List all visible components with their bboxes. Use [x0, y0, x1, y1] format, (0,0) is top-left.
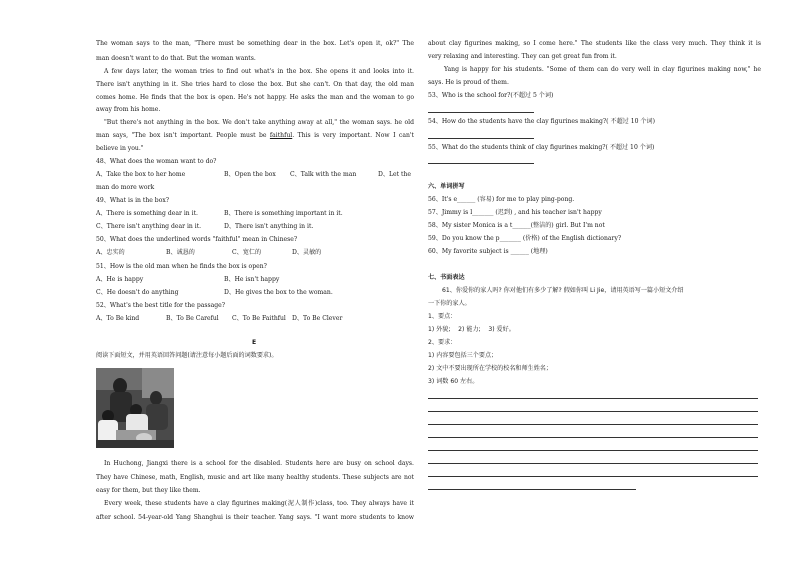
passage-d-line-9: believe in you." [96, 145, 144, 152]
question-49-option-a: A、There is something dear in it. [96, 210, 198, 217]
question-50-stem: 50、What does the underlined words "faithful" mean in Chinese? [96, 236, 298, 243]
question-48-option-a: A、Take the box to her home [96, 171, 186, 178]
question-53: 53、Who is the school for?(不超过 5 个词) [428, 92, 554, 99]
passage-e-cont-line-2: very relaxing and interesting. They can get great fun from it. [428, 53, 617, 60]
requirement-2-item-1: 1) 内容要包括三个要点； [428, 352, 498, 359]
question-48-option-d: D、Let the [378, 171, 411, 178]
question-48-option-c: C、Talk with the man [290, 171, 357, 178]
writing-prompt-line-1: 61、你爱你的家人吗? 你对他们有多少了解? 假如你叫 Li Jie，请用英语写一篇小短文介绍 [442, 287, 684, 294]
section-7-title: 七、书面表达 [428, 274, 465, 281]
writing-prompt-line-2: 一下你的家人。 [428, 300, 471, 307]
spelling-58: 58、My sister Monica is a t______(整洁的) girl. But I'm not [428, 222, 605, 229]
question-54: 54、How do the students have the clay figurines making?( 不超过 10 个词) [428, 118, 655, 125]
passage-d-line-4: There isn't anything in it. She tries hard to close the box. But she can't. On that day, the old man [96, 81, 414, 88]
question-51-option-a: A、He is happy [96, 276, 144, 283]
writing-line-5[interactable] [428, 450, 758, 451]
writing-line-7[interactable] [428, 476, 758, 477]
spelling-56: 56、It's e______ (容易) for me to play ping-pong. [428, 196, 575, 203]
question-51-option-c: C、He doesn't do anything [96, 289, 179, 296]
passage-d-line-3: A few days later, the woman tries to find out what's in the box. She opens it and looks into it. [104, 68, 414, 75]
question-52-option-b: B、To Be Careful [166, 315, 219, 322]
question-52-stem: 52、What's the best title for the passage? [96, 302, 226, 309]
answer-line-55[interactable] [428, 163, 534, 164]
requirement-2-item-3: 3) 词数 60 左右。 [428, 378, 479, 385]
question-49-option-b: B、There is something important in it. [224, 210, 343, 217]
section-6-title: 六、单词拼写 [428, 183, 465, 190]
spelling-59: 59、Do you know the p_______ (价格) of the English dictionary? [428, 235, 622, 242]
writing-line-2[interactable] [428, 411, 758, 412]
writing-line-8[interactable] [428, 489, 636, 490]
question-52-option-a: A、To Be kind [96, 315, 140, 322]
passage-d-line-5: comes home. He finds that the box is open. He's not happy. He asks the man and the woman to go [96, 94, 414, 101]
writing-line-4[interactable] [428, 437, 758, 438]
classroom-photo-illustration [96, 368, 174, 448]
underlined-word-faithful: faithful [269, 132, 293, 139]
requirement-1-points: 1) 外貌; 2) 能力; 3) 爱好。 [428, 326, 515, 333]
passage-e-line-5: after school. 54-year-old Yang Shanghui is their teacher. Yang says. "I want more students to know [96, 514, 414, 521]
question-48-stem: 48、What does the woman want to do? [96, 158, 217, 165]
question-51-option-d: D、He gives the box to the woman. [224, 289, 333, 296]
question-48-option-b: B、Open the box [224, 171, 276, 178]
question-49-stem: 49、What is in the box? [96, 197, 170, 204]
question-50-option-d: D、灵敏的 [292, 249, 322, 256]
passage-e-line-2: They have Chinese, math, English, music and art like many healthy students. These subjects are not [96, 474, 414, 481]
passage-e-cont-line-1: about clay figurines making, so I come here." The students like the class very much. They think it is [428, 40, 761, 47]
passage-e-cont-line-3: Yang is happy for his students. "Some of them can do very well in clay figurines making now," he [444, 66, 761, 73]
passage-d-line-6: away from his home. [96, 106, 161, 113]
writing-line-3[interactable] [428, 424, 758, 425]
question-49-option-d: D、There isn't anything in it. [224, 223, 314, 230]
requirement-1: 1、要点： [428, 313, 457, 320]
answer-line-54[interactable] [428, 138, 534, 139]
question-51-option-b: B、He isn't happy [224, 276, 280, 283]
requirement-2: 2、要求： [428, 339, 457, 346]
question-50-option-b: B、诚恳的 [166, 249, 195, 256]
question-48-option-d-cont: man do more work [96, 184, 155, 191]
section-e-letter: E [252, 339, 257, 346]
passage-e-line-4: Every week, these students have a clay figurines making(泥人制作)class, too. They always have it [104, 500, 414, 507]
question-55: 55、What do the students think of clay figurines making?( 不超过 10 个词) [428, 144, 655, 151]
writing-line-1[interactable] [428, 398, 758, 399]
question-52-option-d: D、To Be Clever [292, 315, 343, 322]
question-52-option-c: C、To Be Faithful [232, 315, 286, 322]
question-51-stem: 51、How is the old man when he finds the box is open? [96, 263, 267, 270]
writing-line-6[interactable] [428, 463, 758, 464]
question-49-option-c: C、There isn't anything dear in it. [96, 223, 202, 230]
passage-d-line-1: The woman says to the man, "There must be something dear in the box. Let's open it, ok?" The [96, 40, 414, 47]
requirement-2-item-2: 2) 文中不要出现所在学校的校名和师生姓名； [428, 365, 552, 372]
question-50-option-c: C、宽仁的 [232, 249, 262, 256]
answer-line-53[interactable] [428, 112, 534, 113]
classroom-photo [96, 368, 174, 448]
passage-d-line-8: man says, "The box isn't important. People must be faithful. This is very important. Now I can't [96, 132, 414, 139]
spelling-60: 60、My favorite subject is ______ (地理) [428, 248, 548, 255]
passage-e-line-3: easy for them, but they like them. [96, 487, 201, 494]
section-e-instructions: 阅读下面短文，并用英语回答问题(请注意每小题后面的词数要求)。 [96, 352, 278, 359]
passage-d-line-2: man doesn't want to do that. But the woman wants. [96, 55, 256, 62]
question-50-option-a: A、忠实的 [96, 249, 125, 256]
passage-e-cont-line-4: says. He is proud of them. [428, 79, 509, 86]
passage-d-line-7: "But there's not anything in the box. We don't take anything away at all," the woman says. he old [104, 119, 414, 126]
spelling-57: 57、Jimmy is l_______ (迟到) , and his teacher isn't happy [428, 209, 602, 216]
passage-e-line-1: In Huchong, Jiangxi there is a school for the disabled. Students here are busy on school days. [104, 460, 414, 467]
